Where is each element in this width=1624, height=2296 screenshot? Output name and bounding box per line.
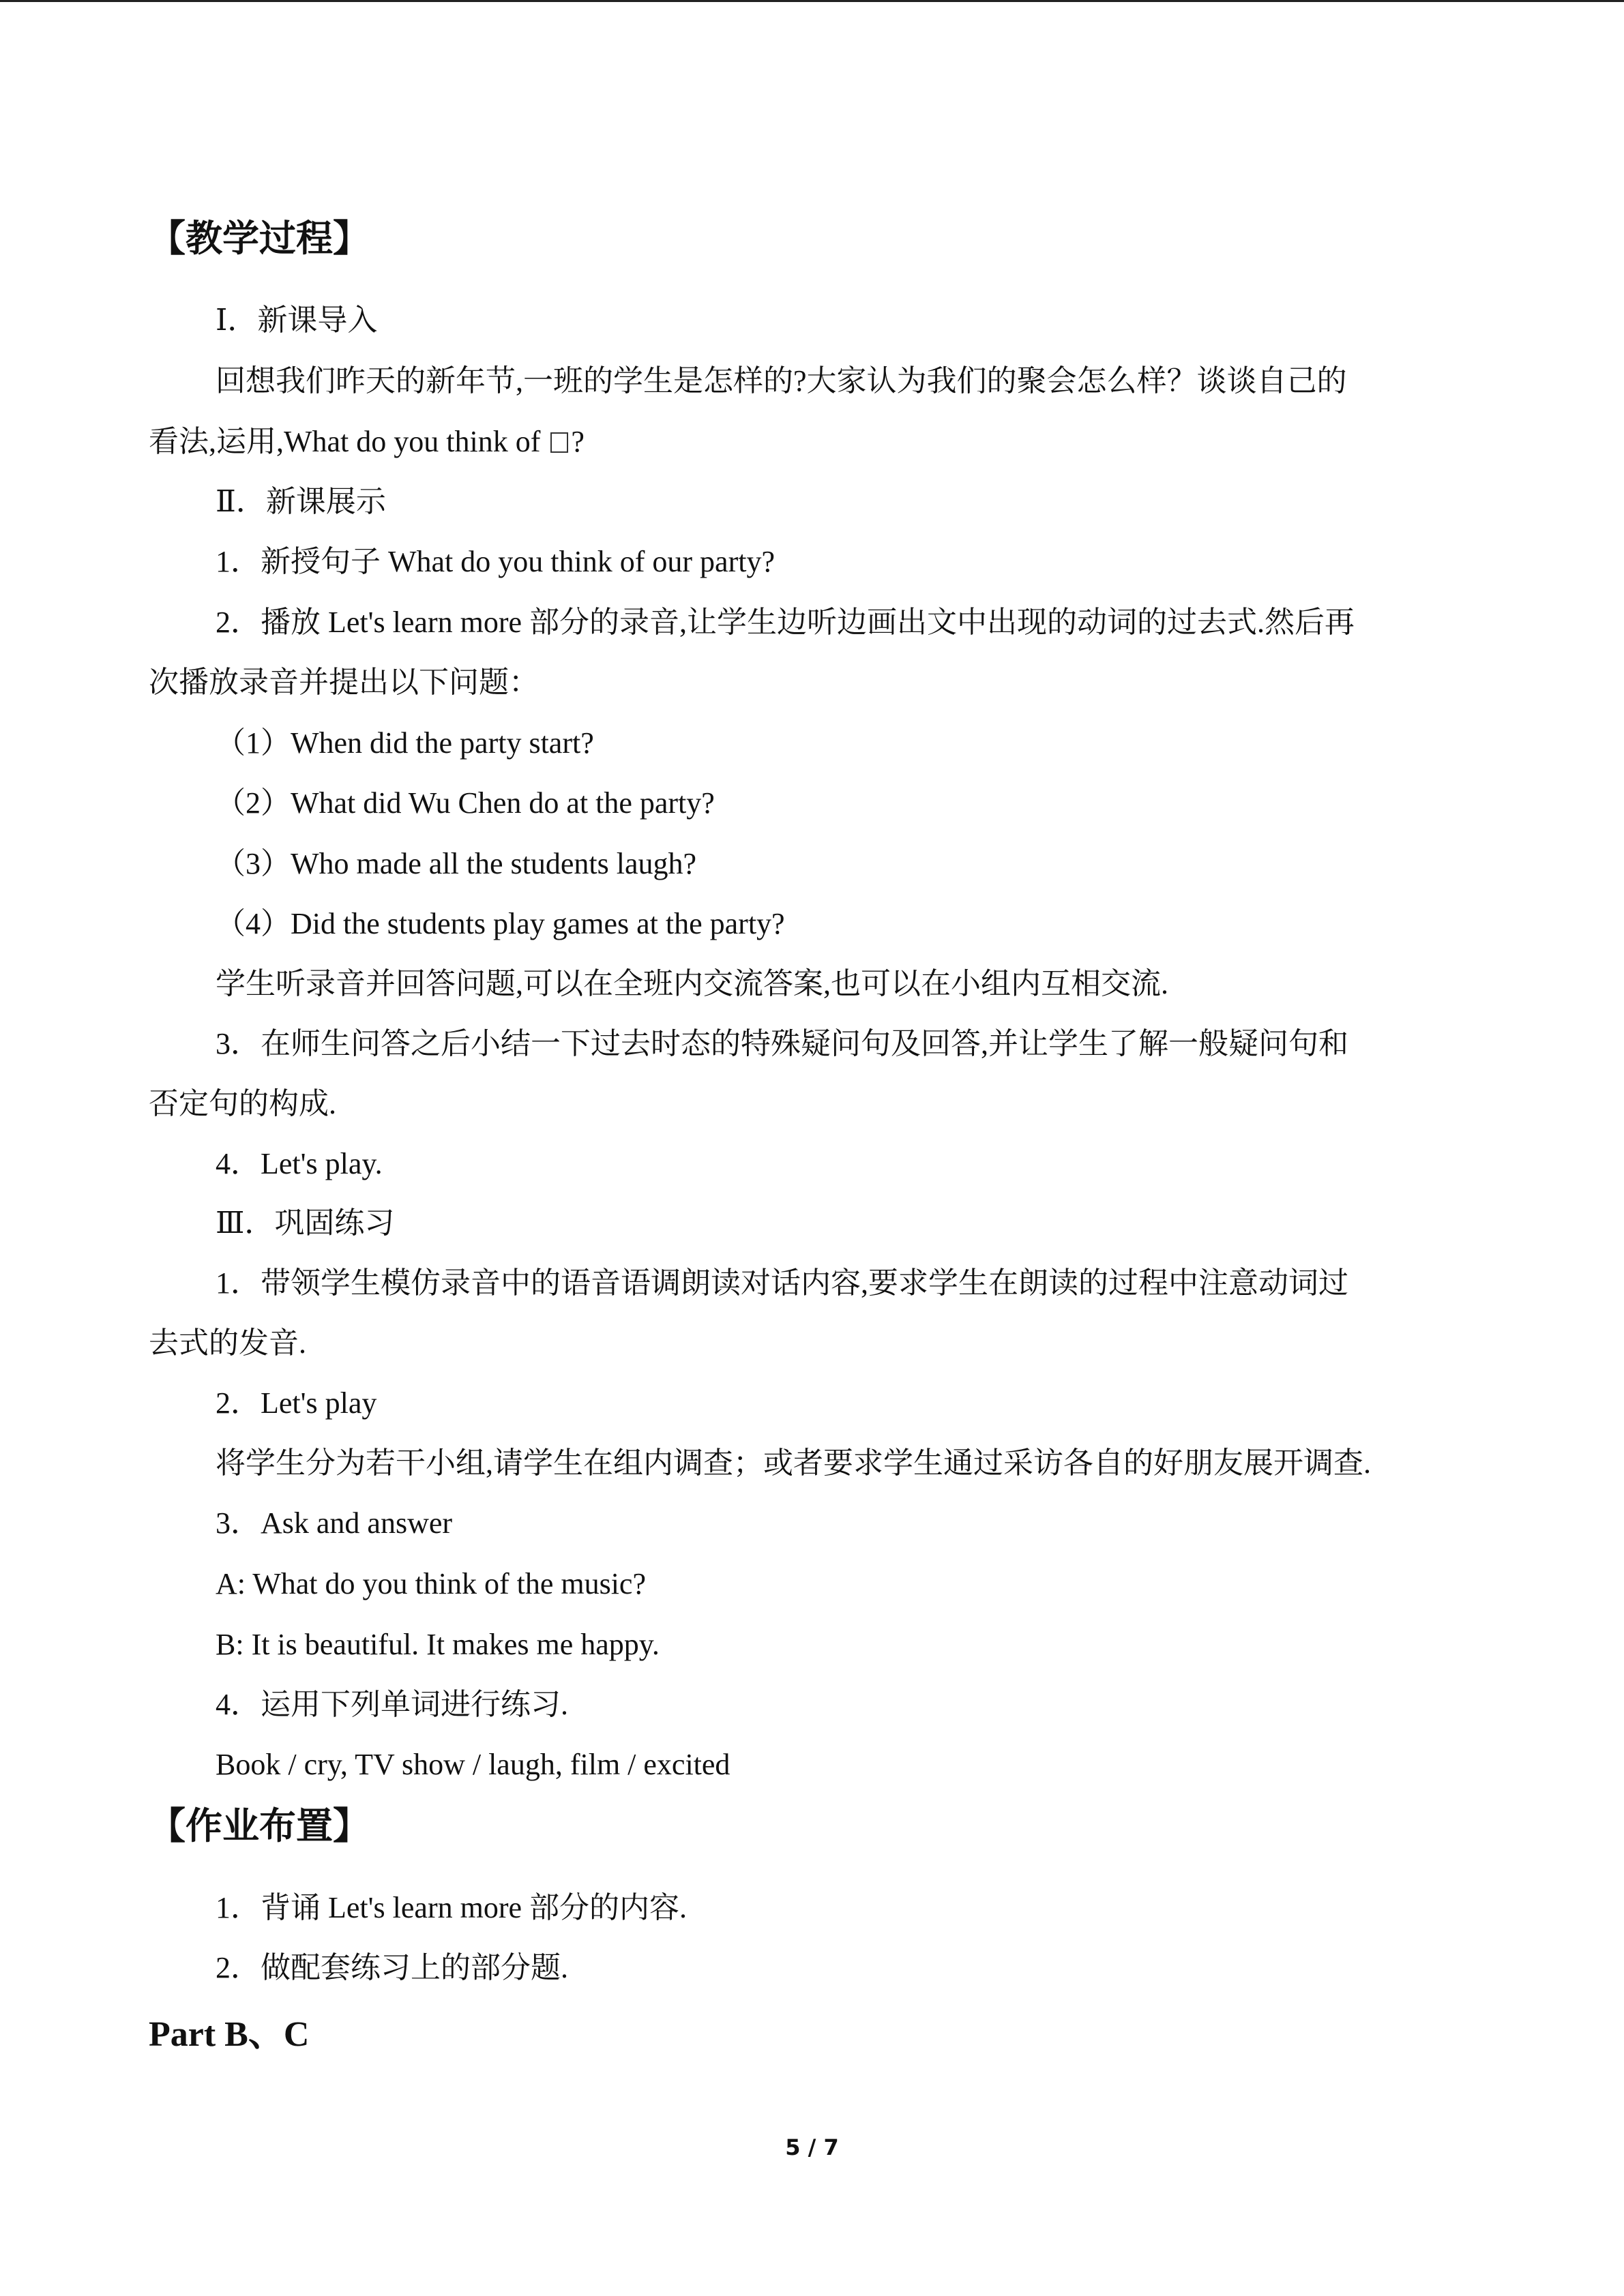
section-title-practice: Ⅲ．巩固练习 bbox=[216, 1206, 395, 1240]
question-1: （1）When did the party start? bbox=[216, 726, 594, 760]
intro-paragraph-line-2: 看法,运用,What do you think of ? bbox=[149, 425, 585, 458]
practice-item-2-note: 将学生分为若干小组,请学生在组内调查；或者要求学生通过采访各自的好朋友展开调查. bbox=[216, 1446, 1371, 1480]
question-3: （3）Who made all the students laugh? bbox=[216, 847, 697, 880]
presentation-item-3-line-1: 3．在师生问答之后小结一下过去时态的特殊疑问句及回答,并让学生了解一般疑问句和 bbox=[216, 1027, 1348, 1060]
question-4: （4）Did the students play games at the party? bbox=[216, 907, 785, 940]
intro-paragraph-line-1: 回想我们昨天的新年节,一班的学生是怎样的?大家认为我们的聚会怎么样？谈谈自己的 bbox=[216, 364, 1347, 398]
practice-item-4: 4．运用下列单词进行练习. bbox=[216, 1688, 568, 1721]
presentation-item-1: 1．新授句子 What do you think of our party? bbox=[216, 545, 775, 578]
blank-box bbox=[550, 432, 568, 453]
presentation-item-3-line-2: 否定句的构成. bbox=[149, 1087, 336, 1120]
homework-item-2: 2．做配套练习上的部分题. bbox=[216, 1951, 568, 1984]
dialog-line-a: A: What do you think of the music? bbox=[216, 1567, 646, 1600]
practice-word-list: Book / cry, TV show / laugh, film / excited bbox=[216, 1748, 730, 1781]
presentation-note: 学生听录音并回答问题,可以在全班内交流答案,也可以在小组内互相交流. bbox=[216, 967, 1168, 1000]
presentation-item-2-line-2: 次播放录音并提出以下问题： bbox=[149, 666, 539, 699]
presentation-item-2-line-1: 2．播放 Let's learn more 部分的录音,让学生边听边画出文中出现的动词的过去式.然后再 bbox=[216, 606, 1355, 639]
practice-item-1-line-2: 去式的发音. bbox=[149, 1326, 306, 1360]
practice-item-3: 3．Ask and answer bbox=[216, 1506, 453, 1540]
presentation-item-4: 4．Let's play. bbox=[216, 1147, 383, 1180]
section-title-presentation: Ⅱ．新课展示 bbox=[216, 485, 386, 518]
practice-item-1-line-1: 1．带领学生模仿录音中的语音语调朗读对话内容,要求学生在朗读的过程中注意动词过 bbox=[216, 1266, 1348, 1300]
dialog-line-b: B: It is beautiful. It makes me happy. bbox=[216, 1628, 660, 1661]
homework-item-1: 1．背诵 Let's learn more 部分的内容. bbox=[216, 1891, 688, 1924]
practice-item-2: 2．Let's play bbox=[216, 1386, 377, 1420]
heading-homework: 【作业布置】 bbox=[149, 1804, 370, 1847]
question-2: （2）What did Wu Chen do at the party? bbox=[216, 786, 715, 820]
heading-teaching-process: 【教学过程】 bbox=[149, 217, 370, 260]
page-number: 5 / 7 bbox=[785, 2134, 839, 2160]
section-title-intro: Ⅰ．新课导入 bbox=[216, 303, 378, 337]
heading-part-bc: Part B、C bbox=[149, 2015, 310, 2054]
